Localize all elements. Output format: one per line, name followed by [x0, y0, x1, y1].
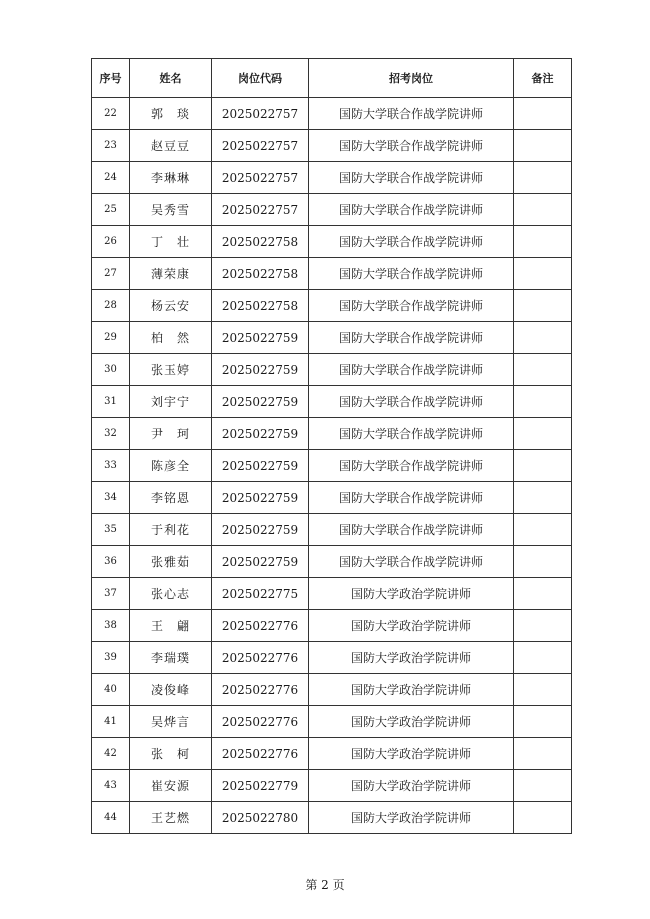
cell-name: 丁 壮	[130, 226, 212, 258]
cell-post: 国防大学政治学院讲师	[309, 706, 514, 738]
cell-name: 吴秀雪	[130, 194, 212, 226]
cell-post: 国防大学联合作战学院讲师	[309, 482, 514, 514]
header-post: 招考岗位	[309, 59, 514, 98]
cell-post: 国防大学联合作战学院讲师	[309, 450, 514, 482]
cell-code: 2025022757	[212, 130, 309, 162]
cell-code: 2025022775	[212, 578, 309, 610]
cell-seq: 35	[92, 514, 130, 546]
cell-note	[514, 98, 572, 130]
cell-name: 李瑞璞	[130, 642, 212, 674]
cell-note	[514, 706, 572, 738]
cell-name: 凌俊峰	[130, 674, 212, 706]
cell-name: 张 柯	[130, 738, 212, 770]
cell-post: 国防大学联合作战学院讲师	[309, 354, 514, 386]
cell-code: 2025022757	[212, 194, 309, 226]
cell-note	[514, 418, 572, 450]
cell-code: 2025022776	[212, 674, 309, 706]
cell-name: 张雅茹	[130, 546, 212, 578]
cell-seq: 39	[92, 642, 130, 674]
cell-code: 2025022759	[212, 514, 309, 546]
cell-name: 张玉婷	[130, 354, 212, 386]
table-row	[92, 386, 572, 418]
cell-seq: 32	[92, 418, 130, 450]
cell-post: 国防大学联合作战学院讲师	[309, 386, 514, 418]
cell-post: 国防大学政治学院讲师	[309, 642, 514, 674]
header-seq: 序号	[92, 59, 130, 98]
cell-seq: 43	[92, 770, 130, 802]
cell-note	[514, 386, 572, 418]
cell-seq: 37	[92, 578, 130, 610]
cell-seq: 25	[92, 194, 130, 226]
table-row	[92, 130, 572, 162]
cell-seq: 34	[92, 482, 130, 514]
table-row	[92, 770, 572, 802]
cell-note	[514, 322, 572, 354]
cell-note	[514, 482, 572, 514]
cell-post: 国防大学联合作战学院讲师	[309, 98, 514, 130]
cell-post: 国防大学政治学院讲师	[309, 770, 514, 802]
cell-post: 国防大学联合作战学院讲师	[309, 258, 514, 290]
cell-code: 2025022758	[212, 226, 309, 258]
cell-post: 国防大学联合作战学院讲师	[309, 130, 514, 162]
table-row	[92, 322, 572, 354]
cell-code: 2025022779	[212, 770, 309, 802]
cell-seq: 38	[92, 610, 130, 642]
table-row	[92, 418, 572, 450]
table-row	[92, 578, 572, 610]
cell-post: 国防大学联合作战学院讲师	[309, 194, 514, 226]
cell-seq: 31	[92, 386, 130, 418]
cell-note	[514, 802, 572, 834]
cell-name: 薄荣康	[130, 258, 212, 290]
header-code: 岗位代码	[212, 59, 309, 98]
cell-seq: 42	[92, 738, 130, 770]
cell-post: 国防大学联合作战学院讲师	[309, 418, 514, 450]
candidate-table-container	[91, 58, 571, 834]
cell-name: 赵豆豆	[130, 130, 212, 162]
cell-seq: 22	[92, 98, 130, 130]
cell-code: 2025022776	[212, 642, 309, 674]
cell-note	[514, 194, 572, 226]
table-row	[92, 514, 572, 546]
cell-note	[514, 450, 572, 482]
cell-code: 2025022758	[212, 290, 309, 322]
cell-seq: 44	[92, 802, 130, 834]
table-row	[92, 226, 572, 258]
table-header-row	[92, 59, 572, 98]
table-row	[92, 290, 572, 322]
cell-seq: 28	[92, 290, 130, 322]
cell-seq: 24	[92, 162, 130, 194]
cell-post: 国防大学联合作战学院讲师	[309, 290, 514, 322]
header-note: 备注	[514, 59, 572, 98]
cell-code: 2025022780	[212, 802, 309, 834]
cell-post: 国防大学政治学院讲师	[309, 738, 514, 770]
cell-name: 王 翩	[130, 610, 212, 642]
cell-seq: 36	[92, 546, 130, 578]
cell-note	[514, 130, 572, 162]
cell-seq: 29	[92, 322, 130, 354]
cell-note	[514, 226, 572, 258]
cell-seq: 27	[92, 258, 130, 290]
cell-code: 2025022776	[212, 610, 309, 642]
cell-name: 王艺燃	[130, 802, 212, 834]
cell-name: 杨云安	[130, 290, 212, 322]
page-number: 第 2 页	[305, 878, 345, 892]
cell-seq: 23	[92, 130, 130, 162]
cell-name: 崔安源	[130, 770, 212, 802]
cell-code: 2025022757	[212, 98, 309, 130]
cell-note	[514, 738, 572, 770]
table-row	[92, 642, 572, 674]
cell-code: 2025022759	[212, 386, 309, 418]
cell-code: 2025022759	[212, 418, 309, 450]
cell-note	[514, 354, 572, 386]
cell-name: 柏 然	[130, 322, 212, 354]
cell-seq: 30	[92, 354, 130, 386]
cell-post: 国防大学联合作战学院讲师	[309, 226, 514, 258]
cell-name: 郭 琰	[130, 98, 212, 130]
cell-note	[514, 290, 572, 322]
table-row	[92, 674, 572, 706]
cell-post: 国防大学联合作战学院讲师	[309, 322, 514, 354]
cell-name: 李铭恩	[130, 482, 212, 514]
cell-seq: 40	[92, 674, 130, 706]
cell-post: 国防大学联合作战学院讲师	[309, 514, 514, 546]
table-row	[92, 98, 572, 130]
table-row	[92, 738, 572, 770]
cell-seq: 26	[92, 226, 130, 258]
cell-code: 2025022759	[212, 450, 309, 482]
table-row	[92, 482, 572, 514]
cell-note	[514, 610, 572, 642]
cell-seq: 41	[92, 706, 130, 738]
cell-code: 2025022759	[212, 546, 309, 578]
cell-code: 2025022759	[212, 322, 309, 354]
cell-post: 国防大学政治学院讲师	[309, 610, 514, 642]
cell-note	[514, 514, 572, 546]
cell-code: 2025022757	[212, 162, 309, 194]
cell-code: 2025022759	[212, 354, 309, 386]
table-row	[92, 450, 572, 482]
cell-name: 张心志	[130, 578, 212, 610]
table-row	[92, 610, 572, 642]
cell-name: 陈彦全	[130, 450, 212, 482]
cell-name: 于利花	[130, 514, 212, 546]
cell-name: 吴烨言	[130, 706, 212, 738]
table-row	[92, 354, 572, 386]
cell-note	[514, 578, 572, 610]
header-name: 姓名	[130, 59, 212, 98]
table-row	[92, 194, 572, 226]
cell-code: 2025022758	[212, 258, 309, 290]
cell-post: 国防大学联合作战学院讲师	[309, 546, 514, 578]
cell-code: 2025022759	[212, 482, 309, 514]
cell-note	[514, 770, 572, 802]
cell-seq: 33	[92, 450, 130, 482]
cell-post: 国防大学政治学院讲师	[309, 802, 514, 834]
cell-code: 2025022776	[212, 738, 309, 770]
cell-note	[514, 162, 572, 194]
cell-note	[514, 546, 572, 578]
table-row	[92, 546, 572, 578]
cell-code: 2025022776	[212, 706, 309, 738]
table-row	[92, 706, 572, 738]
cell-name: 尹 珂	[130, 418, 212, 450]
table-row	[92, 802, 572, 834]
cell-name: 李琳琳	[130, 162, 212, 194]
cell-note	[514, 642, 572, 674]
cell-post: 国防大学联合作战学院讲师	[309, 162, 514, 194]
candidate-table	[91, 58, 572, 834]
table-row	[92, 258, 572, 290]
table-body	[92, 98, 572, 834]
cell-name: 刘宇宁	[130, 386, 212, 418]
table-row	[92, 162, 572, 194]
cell-note	[514, 258, 572, 290]
cell-post: 国防大学政治学院讲师	[309, 578, 514, 610]
cell-post: 国防大学政治学院讲师	[309, 674, 514, 706]
cell-note	[514, 674, 572, 706]
